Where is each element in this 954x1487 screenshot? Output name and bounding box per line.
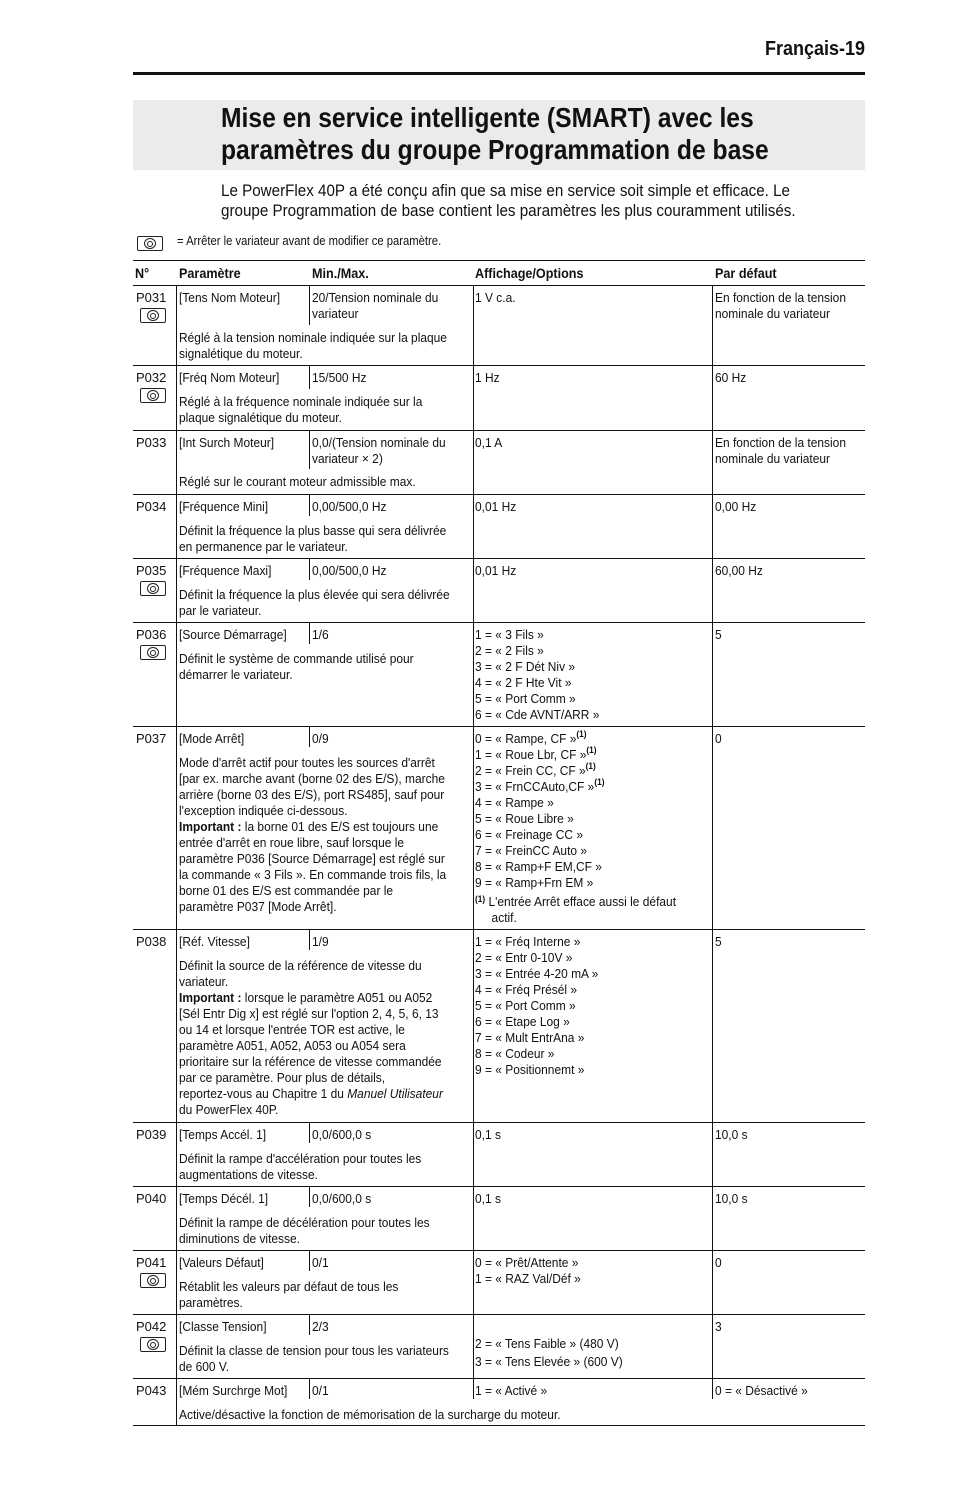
important-label: Important :	[179, 819, 242, 834]
param-name: [Valeurs Défaut]	[179, 1255, 264, 1270]
footnote: $^{(1)}$ L'entrée Arrêt efface aussi le défaut	[475, 894, 677, 909]
param-default: 3	[715, 1319, 722, 1334]
header-minmax: Min./Max.	[312, 265, 369, 281]
important-label: Important :	[179, 990, 242, 1005]
param-number: P043	[136, 1383, 167, 1398]
param-options: 0 = « Prêt/Attente » 1 = « RAZ Val/Déf »	[475, 1255, 581, 1286]
param-name: [Temps Décél. 1]	[179, 1191, 269, 1206]
param-default: 5	[715, 627, 722, 642]
header-rule	[133, 72, 865, 75]
param-name: [Fréquence Mini]	[179, 499, 269, 514]
param-number: P035	[136, 563, 167, 578]
param-minmax: 2/3	[312, 1319, 329, 1334]
param-minmax: 0/1	[312, 1383, 329, 1398]
param-minmax: 1/6	[312, 627, 329, 642]
param-minmax: 0,00/500,0 Hz	[312, 563, 387, 578]
param-description: Réglé à la tension nominale indiquée sur la plaque signalétique du moteur.	[179, 330, 447, 361]
param-options: 1 = « Activé »	[475, 1383, 548, 1398]
param-options: 0,01 Hz	[475, 563, 517, 578]
param-number: P040	[136, 1191, 167, 1206]
param-name: [Fréquence Maxi]	[179, 563, 272, 578]
param-name: [Mode Arrêt]	[179, 731, 245, 746]
legend-text: = Arrêter le variateur avant de modifier ce paramètre.	[177, 234, 442, 248]
param-default: 5	[715, 934, 722, 949]
param-number: P038	[136, 934, 167, 949]
param-name: [Réf. Vitesse]	[179, 934, 250, 949]
param-description: Définit le système de commande utilisé pour démarrer le variateur.	[179, 651, 414, 682]
param-options: 1 = « 3 Fils » 2 = « 2 Fils » 3 = « 2 F Dét Niv » 4 = « 2 F Hte Vit » 5 = « Port Comm » 6 = « Cde AVNT/ARR »	[475, 627, 600, 722]
stop-drive-icon	[140, 645, 166, 660]
param-number: P039	[136, 1127, 167, 1142]
param-default: En fonction de la tension nominale du variateur	[715, 435, 846, 466]
param-minmax: 0/1	[312, 1255, 329, 1270]
table-row	[133, 1123, 865, 1187]
param-number: P042	[136, 1319, 167, 1334]
param-default: 0	[715, 1255, 722, 1270]
param-minmax: 0,00/500,0 Hz	[312, 499, 387, 514]
table-row	[133, 286, 865, 366]
section-title-box	[133, 100, 865, 170]
param-name: [Mém Surchrge Mot]	[179, 1383, 288, 1398]
title-line-2: paramètres du groupe Programmation de base	[221, 134, 769, 165]
param-options: 0 = « Rampe, CF »$^{(1)}$ 1 = « Roue Lbr, CF »$^{(1)}$ 2 = « Frein CC, CF »$^{(1)}$ 3 = « FrnCCAuto,CF »$^{(1)}$ 4 = « Rampe » 5 = « Roue Libre » 6 = « Freinage CC » 7 = « FreinCC Auto » 8 = « Ramp+F EM,CF » 9 = « Ramp+Frn EM » $^{(1)}$ L'entrée Arrêt efface aussi le défaut actif.	[475, 729, 677, 925]
param-minmax: 15/500 Hz	[312, 370, 367, 385]
param-name: [Fréq Nom Moteur]	[179, 370, 280, 385]
param-options: 0,1 A	[475, 435, 503, 450]
param-name: [Int Surch Moteur]	[179, 435, 275, 450]
table-header	[133, 260, 865, 286]
param-options: 0,1 s	[475, 1127, 501, 1142]
param-minmax: 0,0/600,0 s	[312, 1191, 372, 1206]
table-row	[133, 1315, 865, 1379]
header-default: Par défaut	[715, 265, 777, 281]
table-row	[133, 623, 865, 727]
param-name: [Tens Nom Moteur]	[179, 290, 281, 305]
param-description: Rétablit les valeurs par défaut de tous les paramètres.	[179, 1279, 399, 1310]
param-options: 2 = « Tens Faible » (480 V) 3 = « Tens Elevée » (600 V)	[475, 1336, 623, 1369]
param-number: P031	[136, 290, 167, 305]
param-default: 0	[715, 731, 722, 746]
stop-drive-icon	[140, 308, 166, 323]
param-options: 1 V c.a.	[475, 290, 516, 305]
table-row	[133, 431, 865, 495]
header-options: Affichage/Options	[475, 265, 584, 281]
param-description: Active/désactive la fonction de mémorisation de la surcharge du moteur.	[179, 1407, 561, 1422]
table-row	[133, 1379, 865, 1426]
param-description: Réglé sur le courant moteur admissible max.	[179, 474, 416, 489]
param-number: P034	[136, 499, 167, 514]
title-line-1: Mise en service intelligente (SMART) avec les	[221, 102, 754, 133]
param-default: 60 Hz	[715, 370, 747, 385]
param-options: 1 Hz	[475, 370, 500, 385]
param-default: 60,00 Hz	[715, 563, 763, 578]
intro-line-1: Le PowerFlex 40P a été conçu afin que sa mise en service soit simple et efficace. Le	[221, 182, 791, 200]
header-param: Paramètre	[179, 265, 241, 281]
param-minmax: 0,0/600,0 s	[312, 1127, 372, 1142]
param-description: Définit la classe de tension pour tous les variateurs de 600 V.	[179, 1343, 449, 1374]
param-options: 0,01 Hz	[475, 499, 517, 514]
param-description: Réglé à la fréquence nominale indiquée sur la plaque signalétique du moteur.	[179, 394, 423, 425]
intro-line-2: groupe Programmation de base contient les paramètres les plus couramment utilisés.	[221, 202, 796, 220]
footnote-mark: (1)	[594, 777, 605, 787]
param-number: P036	[136, 627, 167, 642]
table-row	[133, 559, 865, 623]
table-row	[133, 930, 865, 1123]
param-name: [Classe Tension]	[179, 1319, 267, 1334]
footnote-mark: (1)	[576, 729, 587, 739]
param-minmax: 0/9	[312, 731, 329, 746]
table-row	[133, 366, 865, 431]
param-default: 0 = « Désactivé »	[715, 1383, 808, 1398]
param-default: En fonction de la tension nominale du variateur	[715, 290, 846, 321]
param-minmax: 20/Tension nominale du variateur	[312, 290, 439, 321]
param-description: Mode d'arrêt actif pour toutes les sources d'arrêt [par ex. marche avant (borne 02 des E/S), marche arrière (borne 03 des E/S), port RS485], sauf pour l'exception indiquée ci-dessous. Important : la borne 01 des E/S est toujours une entrée d'arrêt en roue libre, sauf lorsque le paramètre P036 [Source Démarrage] est réglé sur la commande « 3 Fils ». En commande trois fils, la borne 01 des E/S est commandée par le paramètre P037 [Mode Arrêt].	[179, 755, 447, 914]
header-num: N°	[135, 265, 150, 281]
param-description: Définit la source de la référence de vitesse du variateur. Important : lorsque le paramètre A051 ou A052 [Sél Entr Dig x] est réglé sur l'option 2, 4, 5, 6, 13 ou 14 et lorsque l'entrée TOR est active, le paramètre A051, A052, A053 ou A054 sera prioritaire sur la référence de vitesse commandée par ce paramètre. Pour plus de détails, reportez-vous au Chapitre 1 du Manuel Utilisateur du PowerFlex 40P.	[179, 958, 443, 1117]
param-options: 0,1 s	[475, 1191, 501, 1206]
param-number: P041	[136, 1255, 167, 1270]
footnote-mark: (1)	[586, 745, 597, 755]
table-row	[133, 1251, 865, 1315]
param-minmax: 1/9	[312, 934, 329, 949]
manual-title: Manuel Utilisateur	[347, 1086, 443, 1101]
footnote-mark: (1)	[585, 761, 596, 771]
table-row	[133, 727, 865, 930]
page-number-header: Français-19	[764, 38, 865, 60]
param-default: 10,0 s	[715, 1127, 748, 1142]
param-options: 1 = « Fréq Interne » 2 = « Entr 0-10V » 3 = « Entrée 4-20 mA » 4 = « Fréq Présél » 5 = « Port Comm » 6 = « Etape Log » 7 = « Mult EntrAna » 8 = « Codeur » 9 = « Positionnemt »	[475, 934, 599, 1077]
intro-paragraph	[221, 181, 828, 221]
param-number: P037	[136, 731, 167, 746]
param-default: 0,00 Hz	[715, 499, 757, 514]
stop-drive-icon	[140, 1273, 166, 1288]
param-minmax: 0,0/(Tension nominale du variateur × 2)	[312, 435, 446, 466]
param-name: [Temps Accél. 1]	[179, 1127, 267, 1142]
param-default: 10,0 s	[715, 1191, 748, 1206]
param-number: P032	[136, 370, 167, 385]
param-description: Définit la fréquence la plus élevée qui sera délivrée par le variateur.	[179, 587, 450, 618]
table-row	[133, 495, 865, 559]
stop-drive-icon	[140, 388, 166, 403]
param-name: [Source Démarrage]	[179, 627, 287, 642]
param-description: Définit la rampe de décélération pour toutes les diminutions de vitesse.	[179, 1215, 430, 1246]
stop-drive-icon	[140, 581, 166, 596]
param-description: Définit la rampe d'accélération pour toutes les augmentations de vitesse.	[179, 1151, 422, 1182]
section-title	[221, 102, 769, 166]
param-number: P033	[136, 435, 167, 450]
stop-drive-icon	[140, 1337, 166, 1352]
table-row	[133, 1187, 865, 1251]
stop-drive-icon	[137, 236, 163, 251]
param-description: Définit la fréquence la plus basse qui sera délivrée en permanence par le variateur.	[179, 523, 447, 554]
